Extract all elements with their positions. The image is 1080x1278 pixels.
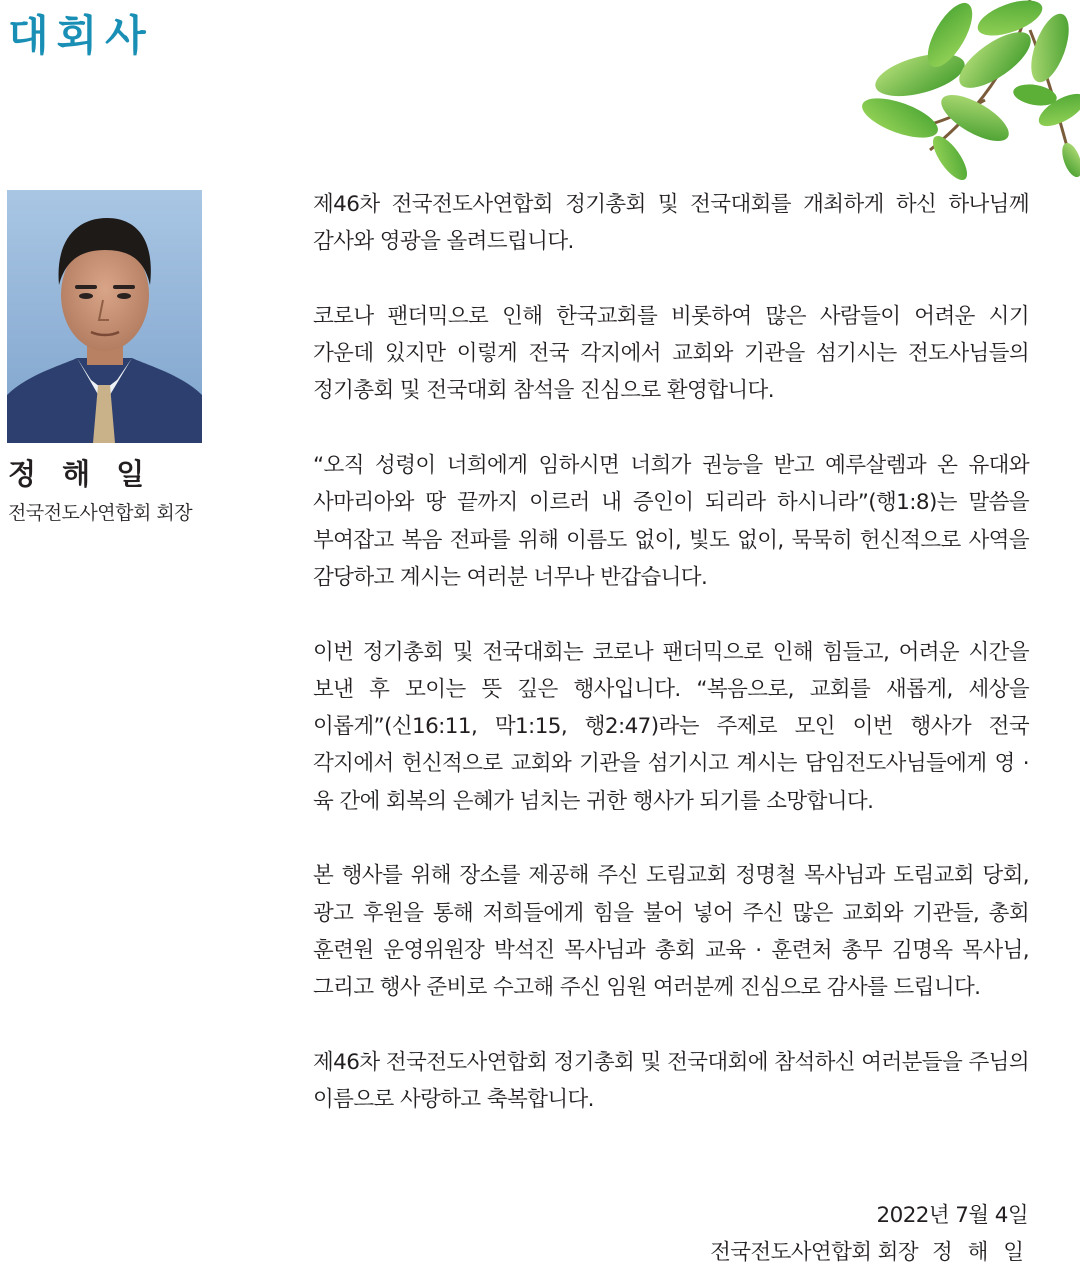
paragraph-1: 제46차 전국전도사연합회 정기총회 및 전국대회를 개최하게 하신 하나님께 감사와 영광을 올려드립니다. [313, 192, 1029, 255]
signoff [710, 1197, 1028, 1271]
page-title: 대회사 [8, 11, 154, 60]
signoff-organization: 전국전도사연합회 회장 [710, 1240, 919, 1265]
portrait-photo [7, 190, 202, 443]
signoff-line [710, 1234, 1028, 1271]
address-body [313, 186, 1029, 1156]
paragraph-4: 이번 정기총회 및 전국대회는 코로나 팬더믹으로 인해 힘들고, 어려운 시간을 보낸 후 모이는 뜻 깊은 행사입니다. “복음으로, 교회를 새롭게, 세상을 이롭게”(신16:11, 막1:15, 행2:47)라는 주제로 모인 이번 행사가 전국 각지에서 헌신적으로 교회와 기관을 섬기시고 계시는 담임전도사님들에게 영 · 육 간에 회복의 은혜가 넘치는 귀한 행사가 되기를 소망합니다. [313, 639, 1029, 814]
paragraph-3: “오직 성령이 너희에게 임하시면 너희가 권능을 받고 예루살렘과 온 유대와 사마리아와 땅 끝까지 이르러 내 증인이 되리라 하시니라”(행1:8)는 말씀을 부여잡고 복음 전파를 위해 이름도 없이, 빛도 없이, 묵묵히 헌신적으로 사역을 감당하고 계시는 여러분 너무나 반갑습니다. [313, 453, 1029, 590]
paragraph-6: 제46차 전국전도사연합회 정기총회 및 전국대회에 참석하신 여러분들을 주님의 이름으로 사랑하고 축복합니다. [313, 1049, 1029, 1113]
author-role: 전국전도사연합회 회장 [8, 502, 193, 524]
paragraph-2: 코로나 팬더믹으로 인해 한국교회를 비롯하여 많은 사람들이 어려운 시기 가운데 있지만 이렇게 전국 각지에서 교회와 기관을 섬기시는 전도사님들의 정기총회 및 전국대회 참석을 진심으로 환영합니다. [313, 303, 1029, 404]
leaves-decoration [800, 0, 1080, 190]
paragraph-5: 본 행사를 위해 장소를 제공해 주신 도림교회 정명철 목사님과 도림교회 당회, 광고 후원을 통해 저희들에게 힘을 불어 넣어 주신 많은 교회와 기관들, 총회 훈련원 운영위원장 박석진 목사님과 총회 교육 · 훈련처 총무 김명옥 목사님, 그리고 행사 준비로 수고해 주신 임원 여러분께 진심으로 감사를 드립니다. [313, 863, 1029, 1001]
signoff-date: 2022년 7월 4일 [876, 1203, 1028, 1228]
signoff-name: 정 해 일 [932, 1240, 1028, 1265]
author-name: 정 해 일 [8, 457, 153, 491]
